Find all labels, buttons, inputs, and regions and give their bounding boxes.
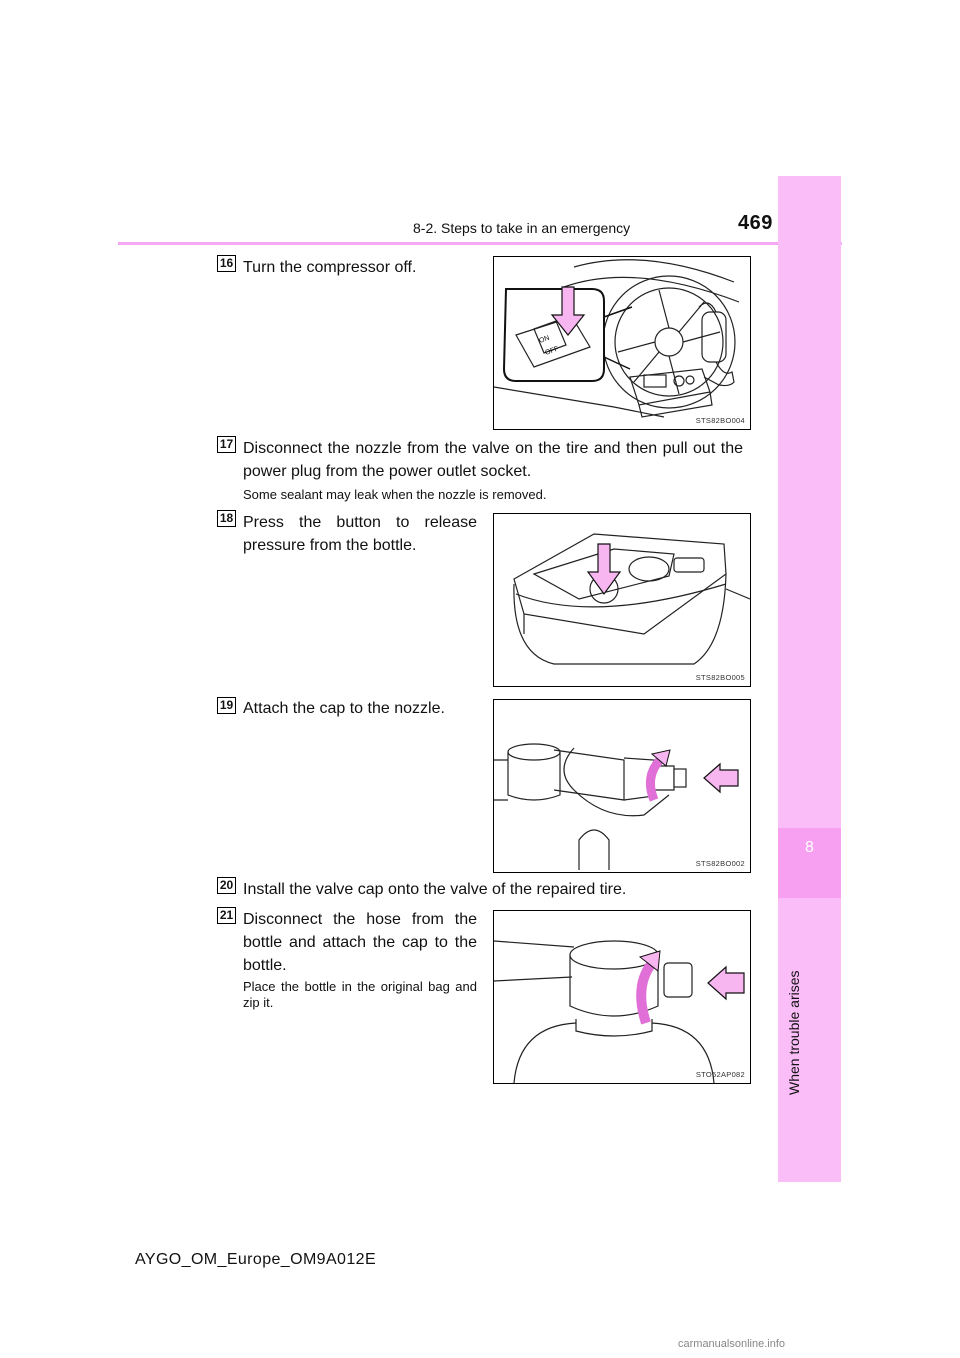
step-number-badge: 18	[217, 510, 236, 527]
compressor-button-illustration	[494, 514, 750, 686]
bottle-cap-figure	[493, 910, 751, 1084]
step-note: Place the bottle in the original bag and zip it.	[243, 979, 477, 1010]
step-text: Disconnect the hose from the bottle and attach the cap to the bottle.	[243, 911, 477, 974]
section-title: 8-2. Steps to take in an emergency	[413, 220, 631, 236]
cap-nozzle-figure	[493, 699, 751, 873]
chapter-number: 8	[805, 839, 814, 856]
figure-id: STO52AP082	[695, 1070, 745, 1079]
push-arrow-icon	[708, 967, 744, 999]
rotate-arrow-icon	[641, 963, 652, 1023]
compressor-switch-illustration	[494, 257, 750, 429]
step-number-badge: 17	[217, 436, 236, 453]
bottle-cap-illustration	[494, 911, 750, 1083]
step-text: Turn the compressor off.	[243, 259, 417, 276]
rotate-arrow-icon	[650, 758, 662, 800]
figure-id: STS82BO005	[695, 673, 745, 682]
figure-id: STS82BO002	[695, 859, 745, 868]
step-number-badge: 16	[217, 255, 236, 272]
step-text: Disconnect the nozzle from the valve on the tire and then pull out the power plug from the power outlet socket.	[243, 440, 743, 480]
document-code: AYGO_OM_Europe_OM9A012E	[135, 1251, 377, 1268]
press-arrow-icon	[588, 544, 620, 594]
watermark: carmanualsonline.info	[678, 1338, 786, 1350]
figure-id: STS82BO004	[695, 416, 745, 425]
push-arrow-icon	[704, 764, 738, 792]
chapter-label: When trouble arises	[786, 970, 802, 1095]
step-number-badge: 21	[217, 907, 236, 924]
switch-on-label: ON	[538, 334, 551, 345]
chapter-number-block	[778, 828, 841, 898]
step-number-badge: 19	[217, 697, 236, 714]
switch-off-label: OFF	[544, 345, 560, 357]
compressor-off-figure	[493, 256, 751, 430]
header-rule	[118, 242, 842, 245]
step-number-badge: 20	[217, 877, 236, 894]
step-text: Press the button to release pressure from the bottle.	[243, 514, 477, 554]
nozzle-cap-illustration	[494, 700, 750, 872]
step-note: Some sealant may leak when the nozzle is removed.	[243, 487, 547, 502]
step-text: Attach the cap to the nozzle.	[243, 700, 445, 717]
page-number: 469	[738, 212, 773, 234]
release-pressure-figure	[493, 513, 751, 687]
step-text: Install the valve cap onto the valve of the repaired tire.	[243, 881, 627, 898]
